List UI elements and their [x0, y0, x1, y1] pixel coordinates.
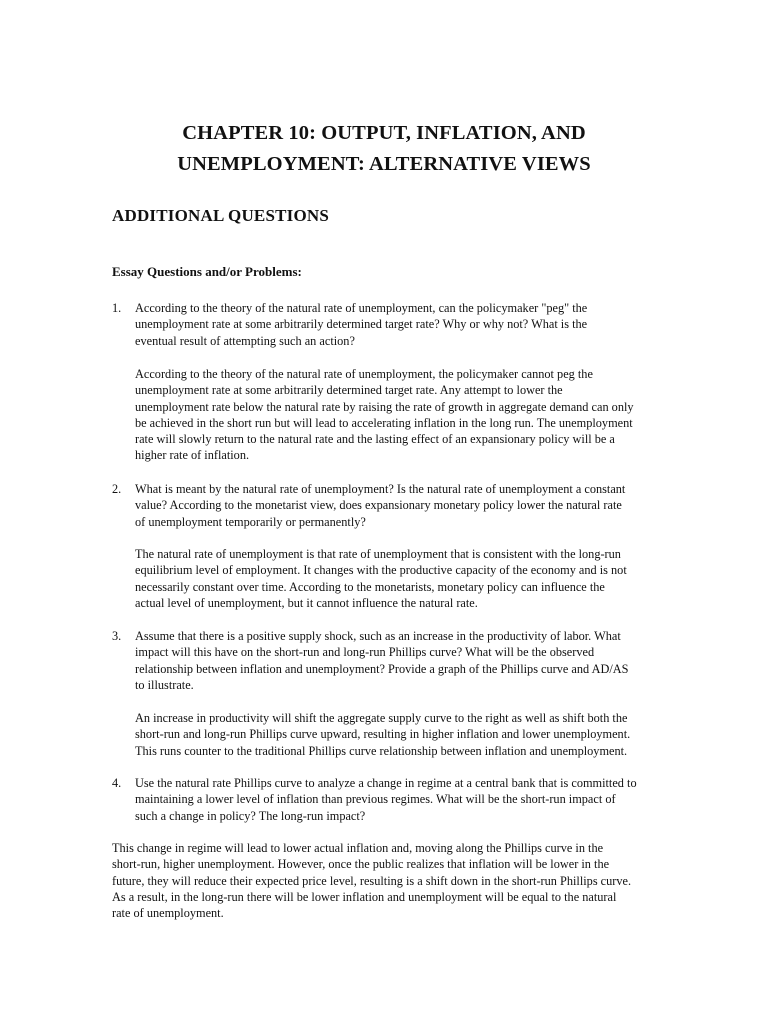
question-line: value? According to the monetarist view, does expansionary monetary policy lower the natural rate — [135, 498, 622, 513]
question-number: 3. — [112, 629, 122, 643]
answer-1 — [135, 366, 705, 464]
question-line: impact will this have on the short-run and long-run Phillips curve? What will be the observed — [135, 645, 595, 660]
answer-line: This change in regime will lead to lower actual inflation and, moving along the Phillips curve in the — [112, 841, 604, 855]
question-line: of unemployment temporarily or permanently? — [135, 514, 366, 529]
answer-line: According to the theory of the natural rate of unemployment, the policymaker cannot peg the — [135, 367, 593, 381]
answer-line: equilibrium level of employment. It changes with the productive capacity of the economy and is not — [135, 563, 627, 578]
answer-line: The natural rate of unemployment is that rate of unemployment that is consistent with the long-run — [135, 547, 621, 561]
question-text — [135, 481, 715, 530]
question-text — [135, 775, 715, 824]
answer-line: actual level of unemployment, but it cannot influence the natural rate. — [135, 595, 478, 610]
question-line: relationship between inflation and unemployment? Provide a graph of the Phillips curve and AD/AS — [135, 661, 629, 676]
answer-4 — [112, 840, 707, 921]
answer-line: unemployment rate below the natural rate by raising the rate of growth in aggregate demand can only — [135, 399, 634, 414]
answer-line: short-run and long-run Phillips curve upward, resulting in higher inflation and lower unemployment. — [135, 727, 631, 742]
answer-2 — [135, 546, 705, 611]
chapter-title-line: CHAPTER 10: OUTPUT, INFLATION, AND — [182, 122, 586, 144]
answer-3 — [135, 710, 705, 759]
question-text — [135, 628, 715, 693]
answer-line: This runs counter to the traditional Phillips curve relationship between inflation and unemployment. — [135, 743, 628, 758]
question-line: According to the theory of the natural rate of unemployment, can the policymaker "peg" the — [135, 301, 588, 315]
answer-line: higher rate of inflation. — [135, 448, 250, 463]
answer-line: future, they will reduce their expected price level, resulting is a shift down in the short-run Phillips curve. — [112, 873, 632, 888]
question-line: to illustrate. — [135, 677, 194, 692]
answer-line: necessarily constant over time. According to the monetarists, monetary policy can influence the — [135, 579, 605, 594]
question-number: 1. — [112, 301, 122, 315]
answer-line: short-run, higher unemployment. However, once the public realizes that inflation will be lower in the — [112, 857, 610, 872]
question-number: 2. — [112, 482, 122, 496]
answer-line: An increase in productivity will shift the aggregate supply curve to the right as well as shift both the — [135, 711, 628, 725]
answer-line: As a result, in the long-run there will be lower inflation and unemployment will be equal to the natural — [112, 889, 617, 904]
question-line: What is meant by the natural rate of unemployment? Is the natural rate of unemployment a constant — [135, 482, 626, 496]
question-line: unemployment rate at some arbitrarily determined target rate? Why or why not? What is the — [135, 317, 588, 332]
answer-line: rate will slowly return to the natural rate and the lasting effect of an expansionary policy will be a — [135, 432, 615, 447]
chapter-title — [0, 118, 768, 180]
chapter-title-line: UNEMPLOYMENT: ALTERNATIVE VIEWS — [177, 153, 591, 175]
section-heading: ADDITIONAL QUESTIONS — [112, 206, 330, 225]
answer-line: unemployment rate at some arbitrarily determined target rate. Any attempt to lower the — [135, 383, 563, 398]
subheading: Essay Questions and/or Problems: — [112, 264, 302, 279]
answer-line: be achieved in the short run but will lead to accelerating inflation in the long run. The unemployment — [135, 415, 633, 430]
question-number: 4. — [112, 776, 122, 790]
question-text — [135, 300, 715, 349]
question-line: maintaining a lower level of inflation than previous regimes. What will be the short-run impact of — [135, 792, 616, 807]
question-line: Use the natural rate Phillips curve to analyze a change in regime at a central bank that is committed to — [135, 776, 637, 790]
answer-line: rate of unemployment. — [112, 906, 224, 921]
question-line: Assume that there is a positive supply shock, such as an increase in the productivity of labor. What — [135, 629, 621, 643]
question-line: such a change in policy? The long-run impact? — [135, 808, 366, 823]
question-line: eventual result of attempting such an action? — [135, 333, 355, 348]
